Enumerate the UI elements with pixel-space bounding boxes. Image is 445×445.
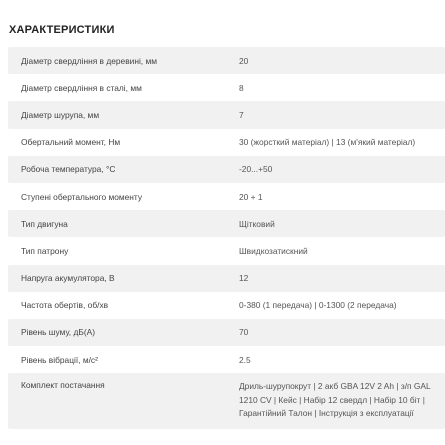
spec-value	[227, 380, 445, 421]
spec-value: 2.5	[239, 354, 251, 365]
spec-value: 12	[239, 273, 249, 284]
spec-value: 30 (жорсткий матеріал) | 13 (м'який матеріал)	[239, 137, 416, 148]
spec-row	[8, 156, 445, 183]
spec-label: Діаметр свердління в деревині, мм	[21, 55, 157, 66]
spec-value: 20 + 1	[239, 191, 263, 202]
section-heading: ХАРАКТЕРИСТИКИ	[9, 24, 115, 36]
spec-row	[8, 101, 445, 128]
spec-table	[8, 47, 445, 429]
spec-row	[8, 47, 445, 74]
spec-value-line: 1210 CV | Кейс | Набір 12 свердл | Набір 10 біт |	[239, 394, 425, 405]
spec-row	[8, 129, 445, 156]
spec-value: 0-380 (1 передача) | 0-1300 (2 передача)	[239, 300, 397, 311]
spec-label: Ступені обертального моменту	[21, 191, 143, 202]
spec-label: Комплект постачання	[21, 380, 105, 391]
spec-value: -20...+50	[239, 164, 273, 175]
spec-label: Рівень шуму, дБ(А)	[21, 327, 95, 338]
spec-label: Тип двигуна	[21, 218, 68, 229]
spec-label: Діаметр шурупа, мм	[21, 109, 100, 120]
spec-value-line: Дриль-шурупокрут | 2 акб GBA 12V 2 Ah | з/п GAL	[239, 381, 431, 392]
spec-row	[8, 319, 445, 346]
spec-label: Напруга акумулятора, В	[21, 273, 115, 284]
spec-row	[8, 346, 445, 373]
spec-value: 8	[239, 82, 244, 93]
spec-value-line: Гарантійний Талон | Інструкція з експлуатації	[239, 408, 414, 419]
spec-row	[8, 292, 445, 319]
spec-row	[8, 237, 445, 264]
spec-row	[8, 183, 445, 210]
spec-row	[8, 74, 445, 101]
spec-value: 7	[239, 109, 244, 120]
spec-label: Робоча температура, °С	[21, 164, 116, 175]
spec-label: Частота обертів, об/хв	[21, 300, 109, 311]
spec-label: Діаметр свердління в сталі, мм	[21, 82, 142, 93]
spec-value: Швидкозатискний	[239, 245, 308, 256]
spec-value: 20	[239, 55, 249, 66]
spec-row	[8, 265, 445, 292]
spec-row	[8, 210, 445, 237]
spec-label: Тип патрону	[21, 245, 69, 256]
spec-value: Щітковий	[239, 218, 275, 229]
spec-row	[8, 373, 445, 429]
spec-label: Рівень вібрації, м/с²	[21, 354, 98, 365]
spec-label: Обертальний момент, Нм	[21, 137, 121, 148]
spec-value: 70	[239, 327, 249, 338]
